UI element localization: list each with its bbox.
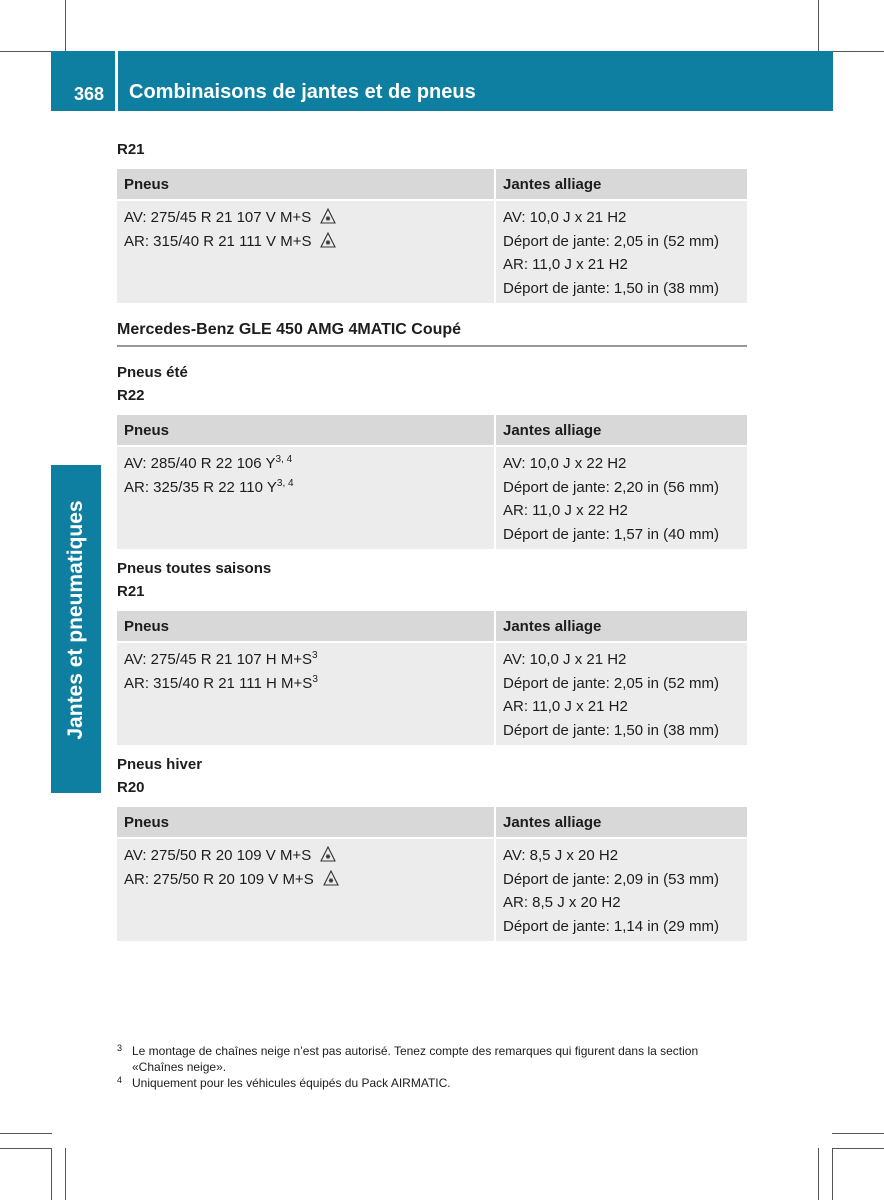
tire-wheel-table: [117, 807, 747, 941]
wheel-spec-line: Déport de jante: 2,09 in (53 mm): [503, 870, 719, 888]
page-title: Combinaisons de jantes et de pneus: [129, 81, 476, 103]
crop-mark: [832, 1148, 833, 1200]
table-row: [117, 839, 747, 941]
crop-mark: [65, 0, 66, 52]
tire-spec-front: AV: 285/40 R 22 106 Y$^{3, 4}$: [124, 454, 293, 472]
wheels-cell: [496, 643, 747, 745]
tire-type-heading: Pneus hiver: [117, 756, 203, 773]
footnote: [117, 1043, 747, 1075]
table-row: [117, 201, 747, 303]
footnote-ref: 3, 4: [276, 477, 294, 489]
crop-mark: [65, 1148, 66, 1200]
column-header-tires: Pneus: [117, 807, 496, 839]
table-row: [117, 643, 747, 745]
column-header-tires: Pneus: [117, 169, 496, 201]
table-header-row: [117, 415, 747, 447]
column-header-wheels: Jantes alliage: [496, 415, 747, 447]
wheel-spec-line: Déport de jante: 2,05 in (52 mm): [503, 232, 719, 250]
rim-size-heading: R21: [117, 583, 145, 600]
wheels-cell: [496, 201, 747, 303]
footnote: [117, 1075, 747, 1091]
footnote-number: 3: [117, 1043, 123, 1053]
tire-spec-rear: AR: 315/40 R 21 111 H $M+S^3$: [124, 673, 318, 692]
wheel-spec-line: AR: 11,0 J x 21 H2: [503, 256, 628, 273]
tire-wheel-table: [117, 169, 747, 303]
column-header-wheels: Jantes alliage: [496, 807, 747, 839]
column-header-wheels: Jantes alliage: [496, 169, 747, 201]
tire-spec-rear: AR: 275/50 R 20 109 V M+S: [124, 868, 487, 892]
snowflake-mountain-icon: [323, 870, 339, 886]
wheel-spec-line: AV: 10,0 J x 21 H2: [503, 209, 627, 226]
table-header-row: [117, 807, 747, 839]
wheel-spec-line: AV: 10,0 J x 21 H2: [503, 651, 627, 668]
tires-cell: [117, 201, 496, 303]
footnote-ref: 3, 4: [275, 454, 293, 465]
wheel-spec-line: AR: 8,5 J x 20 H2: [503, 894, 621, 911]
footnote-ref: 3: [312, 650, 318, 661]
crop-mark: [832, 51, 884, 52]
table-row: [117, 447, 747, 549]
column-header-tires: Pneus: [117, 611, 496, 643]
main-content: [117, 138, 747, 955]
crop-mark: [0, 1148, 52, 1149]
footnote-text: Le montage de chaînes neige n’est pas autorisé. Tenez compte des remarques qui figurent dans la section «Chaînes neige».: [132, 1044, 699, 1074]
snowflake-mountain-icon: [320, 208, 336, 224]
table-header-row: [117, 611, 747, 643]
wheels-cell: [496, 839, 747, 941]
tire-wheel-table: [117, 611, 747, 745]
wheel-spec-line: Déport de jante: 1,57 in (40 mm): [503, 525, 719, 543]
wheel-spec-line: AV: 10,0 J x 22 H2: [503, 455, 627, 472]
wheels-cell: [496, 447, 747, 549]
crop-mark: [0, 51, 52, 52]
footnote-text: Uniquement pour les véhicules équipés du Pack AIRMATIC.: [132, 1076, 451, 1090]
footnote-ref: 3: [312, 673, 318, 685]
model-heading: Mercedes-Benz GLE 450 AMG 4MATIC Coupé: [117, 321, 747, 347]
footnote-number: 4: [117, 1075, 123, 1085]
snowflake-mountain-icon: [320, 232, 336, 248]
rim-size-heading: R20: [117, 779, 145, 796]
snowflake-mountain-icon: [320, 846, 336, 862]
tire-spec-front: AV: 275/45 R 21 107 V M+S: [124, 206, 487, 230]
column-header-wheels: Jantes alliage: [496, 611, 747, 643]
tire-type-heading: Pneus été: [117, 364, 188, 381]
wheel-spec-line: AV: 8,5 J x 20 H2: [503, 847, 619, 864]
crop-mark: [51, 1148, 52, 1200]
crop-mark: [818, 1148, 819, 1200]
tire-type-heading: Pneus toutes saisons: [117, 560, 272, 577]
tires-cell: [117, 839, 496, 941]
header-divider: [115, 51, 118, 111]
crop-mark: [818, 0, 819, 52]
tire-spec-rear: AR: 325/35 R 22 110 Y$^{3, 4}$: [124, 477, 294, 496]
footnotes: [117, 1043, 747, 1091]
tires-cell: [117, 447, 496, 549]
wheel-spec-line: Déport de jante: 1,14 in (29 mm): [503, 917, 719, 935]
table-header-row: [117, 169, 747, 201]
rim-size-heading: R21: [117, 141, 145, 158]
page-number: 368: [74, 84, 105, 104]
rim-size-heading: R22: [117, 387, 145, 404]
wheel-spec-line: Déport de jante: 2,20 in (56 mm): [503, 478, 719, 496]
wheel-spec-line: AR: 11,0 J x 21 H2: [503, 698, 628, 715]
tire-spec-front: AV: 275/50 R 20 109 V M+S: [124, 844, 487, 868]
crop-mark: [832, 1148, 884, 1149]
crop-mark: [0, 1133, 52, 1134]
tire-spec-front: AV: 275/45 R 21 107 H $M+S^3$: [124, 650, 318, 668]
chapter-tab-label: Jantes et pneumatiques: [64, 500, 87, 740]
tire-wheel-table: [117, 415, 747, 549]
wheel-spec-line: Déport de jante: 1,50 in (38 mm): [503, 279, 719, 297]
wheel-spec-line: Déport de jante: 2,05 in (52 mm): [503, 674, 719, 692]
tire-spec-rear: AR: 315/40 R 21 111 V M+S: [124, 230, 487, 254]
column-header-tires: Pneus: [117, 415, 496, 447]
tires-cell: [117, 643, 496, 745]
crop-mark: [832, 1133, 884, 1134]
wheel-spec-line: Déport de jante: 1,50 in (38 mm): [503, 721, 719, 739]
wheel-spec-line: AR: 11,0 J x 22 H2: [503, 502, 628, 519]
